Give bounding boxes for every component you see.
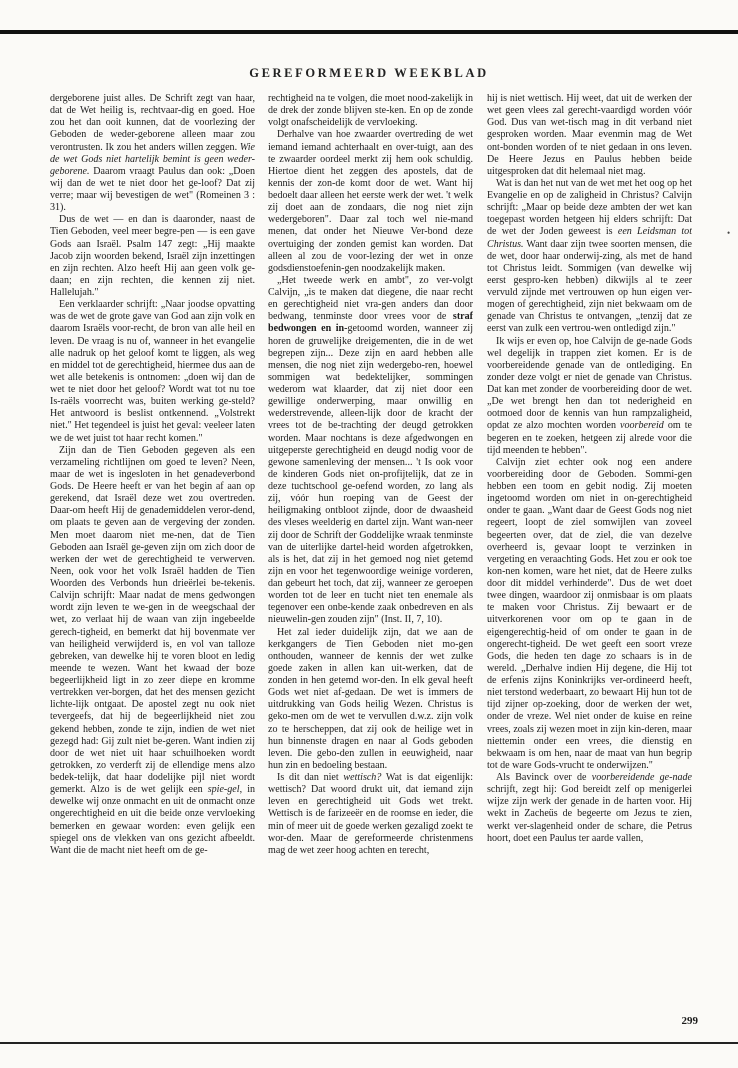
paragraph (268, 93, 473, 129)
italic-run: Wie de wet Gods niet hartelijk bemint is geen weder-geborene. (50, 141, 255, 177)
paragraph (50, 214, 255, 299)
text-run: Is dit dan niet (277, 772, 344, 783)
text-run: schrijft, zegt hij: God bereidt zelf op menigerlei wijze zijn werk der genade in de harten voor. Hij wekt in Zacheüs de begeerte om Jezus te zien, werkt ver-slagenheid onder de schare, die Petrus hoort, doet een Paulus ter aarde vallen, (487, 784, 692, 844)
paragraph (268, 275, 473, 627)
italic-run: een Leidsman tot Christus. (487, 226, 692, 250)
text-run: Een verklaarder schrijft: „Naar joodse opvatting was de wet de grote gave van God aan zijn volk en daarom Israëls voor-recht, de bron van alle heil en leven. De vraag is nu of, wanneer in het evangelie alle nadruk op het geloof komt te liggen, als weg en middel tot de gerechtigheid, hiermee dus aan de wet alle betekenis is ontnomen: „doen wij dan de wet te niet door het geloof? Wordt wat tot nu toe Is-raëls voorrecht was, buiten werking ge-steld? Het antwoord is beslist ontkennend. „Volstrekt niet." Het tegendeel is juist het geval: veeleer laten we de wet juist tot haar recht komen." (50, 299, 255, 444)
text-run: Wat is dan het nut van de wet met het oog op het Evangelie en op de zaligheid in Christus? Calvijn schrijft: „Maar op beide deze ambten der wet kan toegepast worden hetgeen hij elders schrijft: Dat de wet der Joden geweest is (487, 177, 692, 238)
text-run: „Het tweede werk en ambt", zo ver-volgt Calvijn, „is te maken dat diegene, die naar recht en gerechtigheid niet vra-gen anders dan door bedwang, tenminste door vrees voor de (268, 274, 473, 323)
page-number: 299 (681, 1015, 698, 1027)
text-run: Daarom vraagt Paulus dan ook: „Doen wij dan de wet te niet door het ge-loof? Dat zij verre; maar wij bevestigen de wet" (Romeinen 3 : 31). (50, 165, 255, 214)
paragraph (487, 93, 692, 178)
italic-run: voorbereid (620, 420, 664, 432)
text-run: rechtigheid na te volgen, die moet nood-zakelijk in de drek der zonde blijven ste-ken. En op de zonde volgt onafscheidelijk de vervloeking. (268, 93, 473, 129)
text-run: Ik wijs er even op, hoe Calvijn de ge-nade Gods wel degelijk in trappen ziet komen. Er is de voorbereidende genade van de ontlediging. En zonder deze volgt er niet de genade van Christus. Dat kan met zonder de voorbereiding door de wet. „De wet brengt hen dan tot nederigheid en ootmoed door de kennis van hun rampzaligheid, opdat ze alzo mochten worden (487, 335, 692, 432)
text-run: , in dewelke wij onze onmacht en uit de onmacht onze ongerechtigheid en uit die beide onze vervloeking bemerken en gewaar worden: even gelijk een spiegel ons de vlekken van ons gezicht afbeeldt. Want die de macht niet heeft om de ge- (50, 784, 255, 856)
masthead-title: GEREFORMEERD WEEKBLAD (249, 66, 489, 80)
paragraph (487, 178, 692, 336)
text-run: Derhalve van hoe zwaarder overtreding de wet iemand iemand achterhaalt en over-tuigt, aan des te zwaarder oordeel merkt zij hem ook schuldig. Hiertoe dient het zeggen des apostels, dat de kennis der zon-de komt door de wet. Want hij bedoelt daar alleen het eerste werk der wet. 't welk zij doet aan de zondaars, die nog niet zijn wedergeboren". Daar zal toch wel nie-mand menen, dat onder het Nieuwe Ver-bond deze overtuiging der zonden gemist kan worden. Dat alleen al zou de voor-lezing der wet in onze godsdienstoefenin-gen noodzakelijk maken. (268, 129, 473, 274)
text-run: om te begeren en te zoeken, hetgeen zij alrede voor die tijd meenden te hebben". (487, 420, 692, 456)
column-2 (268, 93, 473, 1035)
column-1 (50, 93, 255, 1035)
text-run: Het zal ieder duidelijk zijn, dat we aan de kerkgangers de Tien Geboden niet mo-gen onthouden, wanneer de kennis der wet zulke goede zaken in allen kan uit-werken, dat de zonden in hen getemd wor-den. In elk geval heeft Gods wet niet af-gedaan. De wet is immers de uitdrukking van Gods heilig Wezen. Christus is geko-men om de wet te vervullen d.w.z. zijn volk zo te herscheppen, dat zij ook de heilige wet in hun binnenste dragen en naar al Gods geboden leven. Die gebo-den zullen in eeuwigheid, naar hun zin en bedoeling bestaan. (268, 626, 473, 771)
text-run: dergeborene juist alles. De Schrift zegt van haar, dat de Wet heilig is, rechtvaar-dig en goed. Hoe zou het dan ooit kunnen, dat de voorlezing der Geboden de weder-geborene alleen maar zou verontrusten. Ik zou het anders willen zeggen. (50, 93, 255, 153)
paragraph (487, 336, 692, 457)
top-rule (0, 30, 738, 34)
paragraph (487, 772, 692, 845)
text-run: Calvijn ziet echter ook nog een andere voorbereiding door de Geboden. Sommi-gen hebben een toom en gebit nodig. Zij moeten ingetoomd worden om niet in on-gerechtigheid onder te gaan. „Want daar de Geest Gods nog niet regeert, loopt de ziel somwijlen van zoveel begeerten over, dat de ziel, die van dezelve overheerd is, gevaar loopt te verzinken in vergeting en veraachting Gods. Het zou er ook toe kon-nen komen, ware het niet, dat de Heere zulks door dit middel verhinderde". Dus de wet doet twee dingen, waardoor zij onmisbaar is om plaats te maken voor Christus. Zij bewaart er de uitverkorenen voor om op te gaan in de eigengerechtig-heid of om onder te gaan in de ongerecht-tigheid. De wet geeft een soort vreze Gods, die heden ten dage zo schaars is in de wereld. „Derhalve indien Hij degene, die Hij tot de erfenis zijns Koninkrijks ver-ordineerd heeft, niet terstond wederbaart, zo bewaart Hij hun tot de tijd zijner op-zoeking, door de werken der wet, onder de vreze. Wel niet onder de kuise en reine vrees, zoals zij wezen moet in zijn kin-deren, maar niettemin onder een vrees, die dienstig en bekwaam is om hen, naar de maat van hun begrip tot de ware Gods-vrucht te onderwijzen." (487, 456, 692, 771)
paragraph (50, 299, 255, 445)
article-columns (50, 93, 693, 1035)
paragraph (50, 445, 255, 857)
text-run: Zijn dan de Tien Geboden gegeven als een verzameling richtlijnen om goed te leven? Neen, maar de wet is ingesloten in het genadeverbond Gods. De Heere heeft er van het begin af aan op gerekend, dat Israël deze wet zou overtreden. Daar-om heeft Hij de genademiddelen veror-dend, om plaats te geven aan de vergeving der zonden. Men moet daarom niet me-nen, dat de Tien Geboden aan Israël ge-geven zijn om zich door de werken der wet de gerechtigheid te verwerven. Neen, ook voor het volk Israël hadden de Tien Woorden des Verbonds hun drieërlei be-tekenis. Calvijn schrijft: Maar nadat de mens gedwongen wordt zijn leven te we-gen in de weegschaal der wet, zo verlaat hij de waan van zijn ingebeelde gerech-tigheid, en bemerkt dat hij bovenmate ver van heiligheid verwijderd is, en vol van talloze gebreken, van dewelke hij te voren bloot en ledig meende te wezen. Want het kwaad der boze begeerlijkheid ligt in zo zeer diepe en kromme vertrekken ver-borgen, dat het des mensen gezicht lichte-lijk ontgaat. De apostel zegt nu ook niet tevergeefs, dat hij de begeerlijkheid niet zou gekend hebben, zonde te zijn, indien de wet niet gezegd had: Gij zult niet be-geren. Want indien zij door de wet niet uit haar schuilhoeken wordt getrokken, zo verderft zij de ellendige mens alzo bedek-telijk, dat haar dodelijke pijl niet wordt gemerkt. Alzo is de wet gelijk een (50, 444, 255, 796)
italic-run: spie-gel (207, 784, 240, 796)
paragraph (50, 93, 255, 214)
column-3 (487, 93, 692, 1035)
text-run: hij is niet wettisch. Hij weet, dat uit de werken der wet geen vlees zal gerecht-vaardigd worden vóór God. Dus van wet-tisch mag in dit verband niet gesproken worden. Maar evenmin mag de Wet ont-bonden worden of te niet gedaan in ons leven. De Heere Jezus en Paulus hebben beide uitgesproken dat dit helemaal niet mag. (487, 93, 692, 177)
text-run: Want daar zijn twee soorten mensen, die de wet, door haar onderwij-zing, als met de hand tot Christus leidt. Sommigen (van dewelke wij eerst gespro-ken hebben) dikwijls al te zeer vervuld zijnde met vertrouwen op hun eigen ver-mogen of gerechtigheid, zijn niet bekwaam om de genade van Christus te ontvangen, „tenzij dat ze eerst van zulk een vertrou-wen ontledigd zijn." (487, 238, 692, 335)
paragraph (487, 457, 692, 772)
paragraph (268, 627, 473, 773)
paragraph (268, 129, 473, 275)
text-run: Als Bavinck over de (496, 772, 592, 783)
bold-run: straf bedwongen en in- (268, 311, 473, 335)
text-run: Wat is dat eigenlijk: wettisch? Dat woord drukt uit, dat iemand zijn leven en gerechtigheid uit Gods wet trekt. Wettisch is de farizeeër en de roomse en ieder, die min of meer uit de goede werken gezaligd zoekt te wor-den. Maar de gereformeerde christenmens mag de wet zeer hoog achten en terecht, (268, 772, 473, 856)
margin-mark: • (727, 228, 731, 238)
text-run: Dus de wet — en dan is daaronder, naast de Tien Geboden, veel meer begre-pen — is een gave Gods aan Israël. Psalm 147 zegt: „Hij maakte Jacob zijn woorden bekend, Israël zijn inzettingen en zijn rechten. Alzo heeft Hij aan geen volk ge-daan; en zijn rechten, die kennen zij niet. Hallelujah." (50, 214, 255, 298)
italic-run: wettisch? (343, 772, 382, 783)
bottom-rule (0, 1042, 738, 1044)
paragraph (268, 772, 473, 857)
text-run: getoomd worden, wanneer zij horen de gruwelijke dreigementen, die in de wet begrepen zijn... Deze zijn en aard hebben alle mensen, die nog niet zijn wedergebo-ren, hoewel sommigen wat bedekteliјker, sommingen wederom wat klaarder, dat zij niet door een gewillige onderwerping, maar onwillig en wederstrevende, alleen-lijk door de kracht der vrees tot de be-trachting der deugd getrokken worden. Maar nochtans is deze afgedwongen en uitgeperste gerechtigheid en deugd nodig voor de gewone samenleving der mensen... 't Is ook voor de kinderen Gods niet on-profijtelijk, dat ze in deze tuchtschool ge-oefend worden, zo lang als zij, vóór hun roeping van de Geest der heiligmaking ontbloot zijnde, door de dwaasheid des vleses weelderig en dartel zijn. Want wan-neer zij door de Schrift der Goddelijke wraak tenminste van de uiterlijke dartel-heid worden afgetrokken, als is het, dat zij in het gemoed nog niet getemd zijn en voor het tegenwoordige weinige vorderen, dan gebeurt het toch, dat zij, wanneer ze geroepen worden tot de leer en tucht niet ten enemale als tegenover een onbe-kende zaak onbedreven en als nieuwelin-gen zouden zijn" (Inst. II, 7, 10). (268, 323, 473, 626)
italic-run: voorbereidende ge-nade (591, 772, 692, 783)
